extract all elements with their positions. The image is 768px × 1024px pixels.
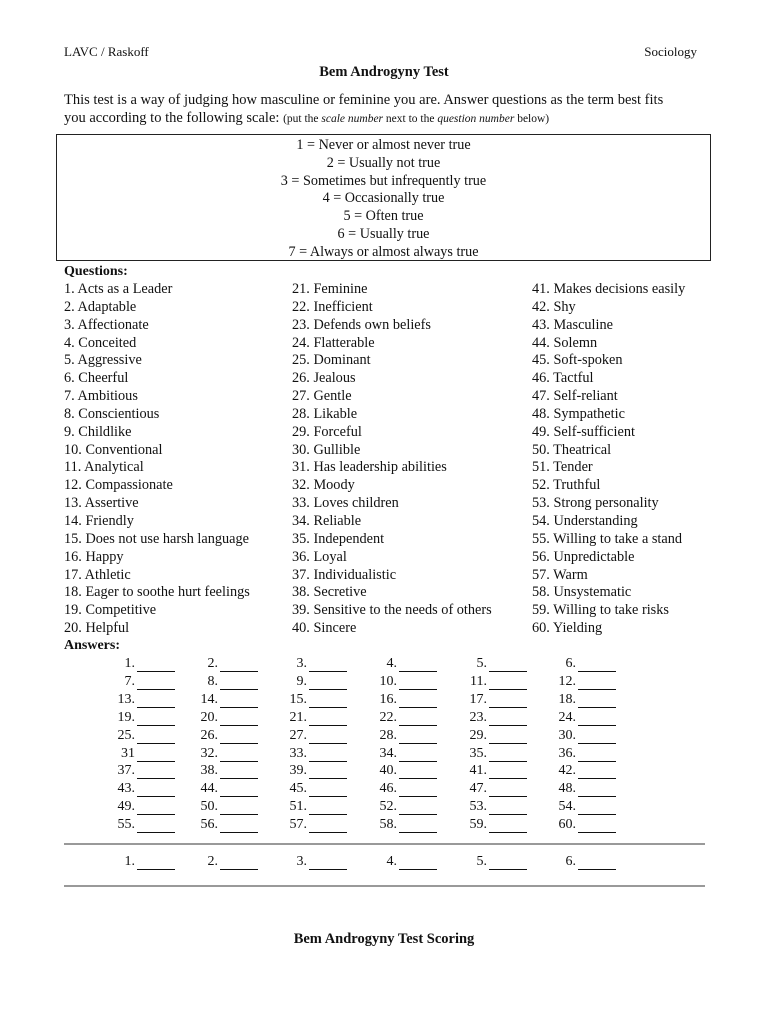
scale-item: 2 = Usually not true: [326, 154, 441, 171]
answer-blank[interactable]: [578, 821, 616, 833]
question-item: 58. Unsystematic: [532, 584, 632, 601]
answer-number: 9.: [296, 673, 307, 689]
answer-cell: [337, 781, 397, 797]
scale-item: 6 = Usually true: [337, 225, 430, 242]
answer-number: 45.: [289, 781, 307, 797]
answer-number: 41.: [469, 763, 487, 779]
answer-number: 27.: [289, 727, 307, 743]
summary-cell: [75, 854, 135, 870]
question-item: 47. Self-reliant: [532, 388, 618, 405]
answer-blank[interactable]: [578, 732, 616, 744]
answer-blank[interactable]: [578, 660, 616, 672]
question-item: 3. Affectionate: [64, 316, 149, 333]
question-item: 53. Strong personality: [532, 495, 659, 512]
question-item: 25. Dominant: [292, 352, 371, 369]
answer-number: 42.: [558, 763, 576, 779]
answer-cell: [427, 763, 487, 779]
answer-blank[interactable]: [578, 858, 616, 870]
instructions: [64, 91, 704, 128]
answer-number: 12.: [558, 673, 576, 689]
answer-cell: [75, 746, 135, 762]
answer-number: 31: [121, 745, 135, 761]
question-item: 8. Conscientious: [64, 405, 160, 422]
answer-number: 38.: [200, 763, 218, 779]
answer-cell: [75, 817, 135, 833]
question-item: 2. Adaptable: [64, 298, 137, 315]
question-item: 50. Theatrical: [532, 441, 612, 458]
answer-number: 26.: [200, 727, 218, 743]
question-item: 19. Competitive: [64, 602, 157, 619]
answer-number: 57.: [289, 817, 307, 833]
answer-blank[interactable]: [578, 696, 616, 708]
answer-number: 48.: [558, 781, 576, 797]
question-item: 17. Athletic: [64, 566, 131, 583]
question-item: 37. Individualistic: [292, 566, 397, 583]
question-item: 12. Compassionate: [64, 477, 173, 494]
answer-number: 59.: [469, 817, 487, 833]
answer-cell: [337, 817, 397, 833]
answer-cell: [75, 799, 135, 815]
question-item: 48. Sympathetic: [532, 405, 625, 422]
question-item: 14. Friendly: [64, 512, 134, 529]
question-item: 41. Makes decisions easily: [532, 281, 686, 297]
question-item: 56. Unpredictable: [532, 548, 635, 565]
answer-blank[interactable]: [578, 714, 616, 726]
answer-number: 6.: [565, 656, 576, 671]
answer-number: 2.: [207, 656, 218, 671]
question-item: 7. Ambitious: [64, 388, 138, 405]
question-item: 1. Acts as a Leader: [64, 281, 173, 297]
answer-number: 15.: [289, 691, 307, 707]
answer-number: 33.: [289, 745, 307, 761]
answer-number: 23.: [469, 709, 487, 725]
divider-bottom: [64, 885, 705, 887]
answer-cell: [337, 656, 397, 672]
answer-cell: [516, 763, 576, 779]
question-item: 42. Shy: [532, 298, 576, 315]
questions-label: Questions:: [64, 264, 128, 279]
question-item: 24. Flatterable: [292, 334, 375, 351]
answer-cell: [427, 799, 487, 815]
question-item: 60. Yielding: [532, 620, 603, 637]
answer-cell: [75, 710, 135, 726]
summary-cell: [516, 854, 576, 870]
answer-cell: [427, 781, 487, 797]
question-item: 49. Self-sufficient: [532, 423, 635, 440]
answer-cell: [247, 817, 307, 833]
questions-column-1: [64, 281, 250, 638]
question-item: 15. Does not use harsh language: [64, 530, 250, 547]
answer-cell: [158, 746, 218, 762]
answer-cell: [75, 674, 135, 690]
answer-cell: [337, 763, 397, 779]
answer-number: 6.: [565, 854, 576, 869]
question-item: 10. Conventional: [64, 441, 163, 458]
question-item: 18. Eager to soothe hurt feelings: [64, 584, 250, 601]
answer-blank[interactable]: [578, 678, 616, 690]
answer-cell: [158, 799, 218, 815]
answer-number: 50.: [200, 799, 218, 815]
answer-number: 22.: [379, 709, 397, 725]
answer-number: 49.: [117, 799, 135, 815]
question-item: 11. Analytical: [64, 459, 144, 476]
answer-number: 25.: [117, 727, 135, 743]
question-item: 39. Sensitive to the needs of others: [292, 602, 492, 619]
summary-cell: [427, 854, 487, 870]
answer-cell: [247, 656, 307, 672]
answer-cell: [516, 746, 576, 762]
answer-number: 46.: [379, 781, 397, 797]
answer-cell: [337, 799, 397, 815]
answer-cell: [75, 763, 135, 779]
answer-cell: [158, 710, 218, 726]
question-item: 32. Moody: [292, 477, 355, 494]
answer-number: 54.: [558, 799, 576, 815]
question-item: 9. Childlike: [64, 423, 132, 440]
answer-cell: [337, 692, 397, 708]
answer-number: 58.: [379, 817, 397, 833]
answer-number: 16.: [379, 691, 397, 707]
summary-cell: [158, 854, 218, 870]
question-item: 52. Truthful: [532, 477, 601, 494]
question-item: 57. Warm: [532, 566, 588, 583]
answer-number: 32.: [200, 745, 218, 761]
summary-cell: [337, 854, 397, 870]
answer-number: 3.: [296, 656, 307, 671]
answer-cell: [427, 746, 487, 762]
question-item: 38. Secretive: [292, 584, 367, 601]
answer-cell: [427, 674, 487, 690]
answer-number: 5.: [476, 656, 487, 671]
answer-cell: [75, 781, 135, 797]
answer-cell: [75, 728, 135, 744]
question-item: 54. Understanding: [532, 512, 638, 529]
answer-number: 60.: [558, 817, 576, 833]
answer-number: 10.: [379, 673, 397, 689]
answer-cell: [516, 728, 576, 744]
answer-cell: [337, 674, 397, 690]
question-item: 20. Helpful: [64, 620, 130, 637]
answer-cell: [247, 781, 307, 797]
answer-cell: [247, 728, 307, 744]
question-item: 6. Cheerful: [64, 370, 129, 387]
page-title: Bem Androgyny Test: [319, 64, 449, 80]
answer-cell: [516, 656, 576, 672]
summary-cell: [247, 854, 307, 870]
question-item: 45. Soft-spoken: [532, 352, 623, 369]
answer-cell: [337, 728, 397, 744]
answer-cell: [158, 817, 218, 833]
question-item: 59. Willing to take risks: [532, 602, 669, 619]
answer-blank[interactable]: [578, 750, 616, 762]
answer-cell: [516, 817, 576, 833]
answer-number: 40.: [379, 763, 397, 779]
question-item: 43. Masculine: [532, 316, 613, 333]
answers-label: Answers:: [64, 638, 120, 653]
answer-cell: [427, 656, 487, 672]
answer-cell: [158, 781, 218, 797]
question-item: 44. Solemn: [532, 334, 598, 351]
scale-box: [56, 134, 711, 261]
answer-number: 17.: [469, 691, 487, 707]
answer-number: 34.: [379, 745, 397, 761]
answer-number: 20.: [200, 709, 218, 725]
answer-number: 8.: [207, 673, 218, 689]
answer-blank[interactable]: [578, 785, 616, 797]
question-item: 5. Aggressive: [64, 352, 142, 369]
question-item: 16. Happy: [64, 548, 124, 565]
answer-number: 11.: [470, 673, 487, 689]
answer-number: 53.: [469, 799, 487, 815]
answer-number: 2.: [207, 854, 218, 869]
scale-item: 4 = Occasionally true: [322, 190, 445, 207]
answer-number: 37.: [117, 763, 135, 779]
answer-cell: [75, 656, 135, 672]
question-item: 55. Willing to take a stand: [532, 530, 683, 547]
answer-blank[interactable]: [578, 803, 616, 815]
answer-cell: [158, 763, 218, 779]
answer-number: 19.: [117, 709, 135, 725]
answer-cell: [516, 692, 576, 708]
header-course: LAVC / Raskoff: [64, 44, 149, 59]
answer-cell: [158, 728, 218, 744]
answer-number: 7.: [124, 673, 135, 689]
answer-number: 52.: [379, 799, 397, 815]
answer-cell: [247, 746, 307, 762]
answer-number: 14.: [200, 691, 218, 707]
question-item: 40. Sincere: [292, 620, 357, 637]
scale-item: 3 = Sometimes but infrequently true: [280, 172, 487, 189]
instructions-note: (put the scale number next to the question number below): [283, 113, 550, 125]
answer-cell: [158, 692, 218, 708]
answer-cell: [516, 799, 576, 815]
answer-number: 55.: [117, 817, 135, 833]
question-item: 22. Inefficient: [292, 298, 373, 315]
answer-number: 21.: [289, 709, 307, 725]
answer-cell: [427, 710, 487, 726]
question-item: 27. Gentle: [292, 388, 352, 405]
answer-number: 29.: [469, 727, 487, 743]
scale-item: 7 = Always or almost always true: [288, 243, 479, 260]
scale-item: 5 = Often true: [343, 208, 424, 225]
instructions-line-1: This test is a way of judging how masculine or feminine you are. Answer questions as the term best fits: [64, 92, 664, 108]
question-item: 34. Reliable: [292, 512, 362, 529]
answer-cell: [427, 692, 487, 708]
answer-number: 39.: [289, 763, 307, 779]
question-item: 35. Independent: [292, 530, 385, 547]
answer-cell: [247, 763, 307, 779]
header-subject: Sociology: [644, 44, 697, 59]
answer-number: 47.: [469, 781, 487, 797]
answer-cell: [158, 674, 218, 690]
answer-cell: [158, 656, 218, 672]
question-item: 51. Tender: [532, 459, 593, 476]
answer-number: 35.: [469, 745, 487, 761]
answer-number: 4.: [386, 656, 397, 671]
scoring-title: Bem Androgyny Test Scoring: [293, 931, 475, 947]
question-item: 31. Has leadership abilities: [292, 459, 447, 476]
instructions-line-2: [64, 109, 704, 128]
instructions-main: you according to the following scale:: [64, 110, 280, 126]
answer-number: 56.: [200, 817, 218, 833]
divider-top: [64, 843, 705, 845]
answer-cell: [427, 817, 487, 833]
question-item: 29. Forceful: [292, 423, 362, 440]
answer-cell: [516, 710, 576, 726]
answer-number: 18.: [558, 691, 576, 707]
question-item: 26. Jealous: [292, 370, 356, 387]
scale-item: 1 = Never or almost never true: [296, 137, 471, 153]
answer-cell: [427, 728, 487, 744]
answer-cell: [75, 692, 135, 708]
answer-cell: [247, 799, 307, 815]
answer-number: 24.: [558, 709, 576, 725]
answer-cell: [247, 692, 307, 708]
question-item: 46. Tactful: [532, 370, 594, 387]
answer-cell: [516, 674, 576, 690]
answer-number: 43.: [117, 781, 135, 797]
answer-number: 51.: [289, 799, 307, 815]
question-item: 21. Feminine: [292, 281, 368, 297]
answer-number: 4.: [386, 854, 397, 869]
answer-number: 30.: [558, 727, 576, 743]
answer-number: 1.: [124, 854, 135, 869]
answer-number: 13.: [117, 691, 135, 707]
answer-number: 44.: [200, 781, 218, 797]
questions-column-3: [532, 281, 685, 638]
question-item: 13. Assertive: [64, 495, 139, 512]
question-item: 30. Gullible: [292, 441, 361, 458]
answer-blank[interactable]: [578, 767, 616, 779]
answer-cell: [247, 674, 307, 690]
question-item: 23. Defends own beliefs: [292, 316, 431, 333]
question-item: 33. Loves children: [292, 495, 399, 512]
question-item: 28. Likable: [292, 405, 358, 422]
answer-number: 28.: [379, 727, 397, 743]
answer-cell: [337, 746, 397, 762]
answer-number: 5.: [476, 854, 487, 869]
questions-column-2: [292, 281, 492, 638]
question-item: 36. Loyal: [292, 548, 347, 565]
question-item: 4. Conceited: [64, 334, 137, 351]
answer-cell: [516, 781, 576, 797]
answer-cell: [247, 710, 307, 726]
answer-number: 36.: [558, 745, 576, 761]
answer-number: 1.: [124, 656, 135, 671]
answer-number: 3.: [296, 854, 307, 869]
answer-cell: [337, 710, 397, 726]
